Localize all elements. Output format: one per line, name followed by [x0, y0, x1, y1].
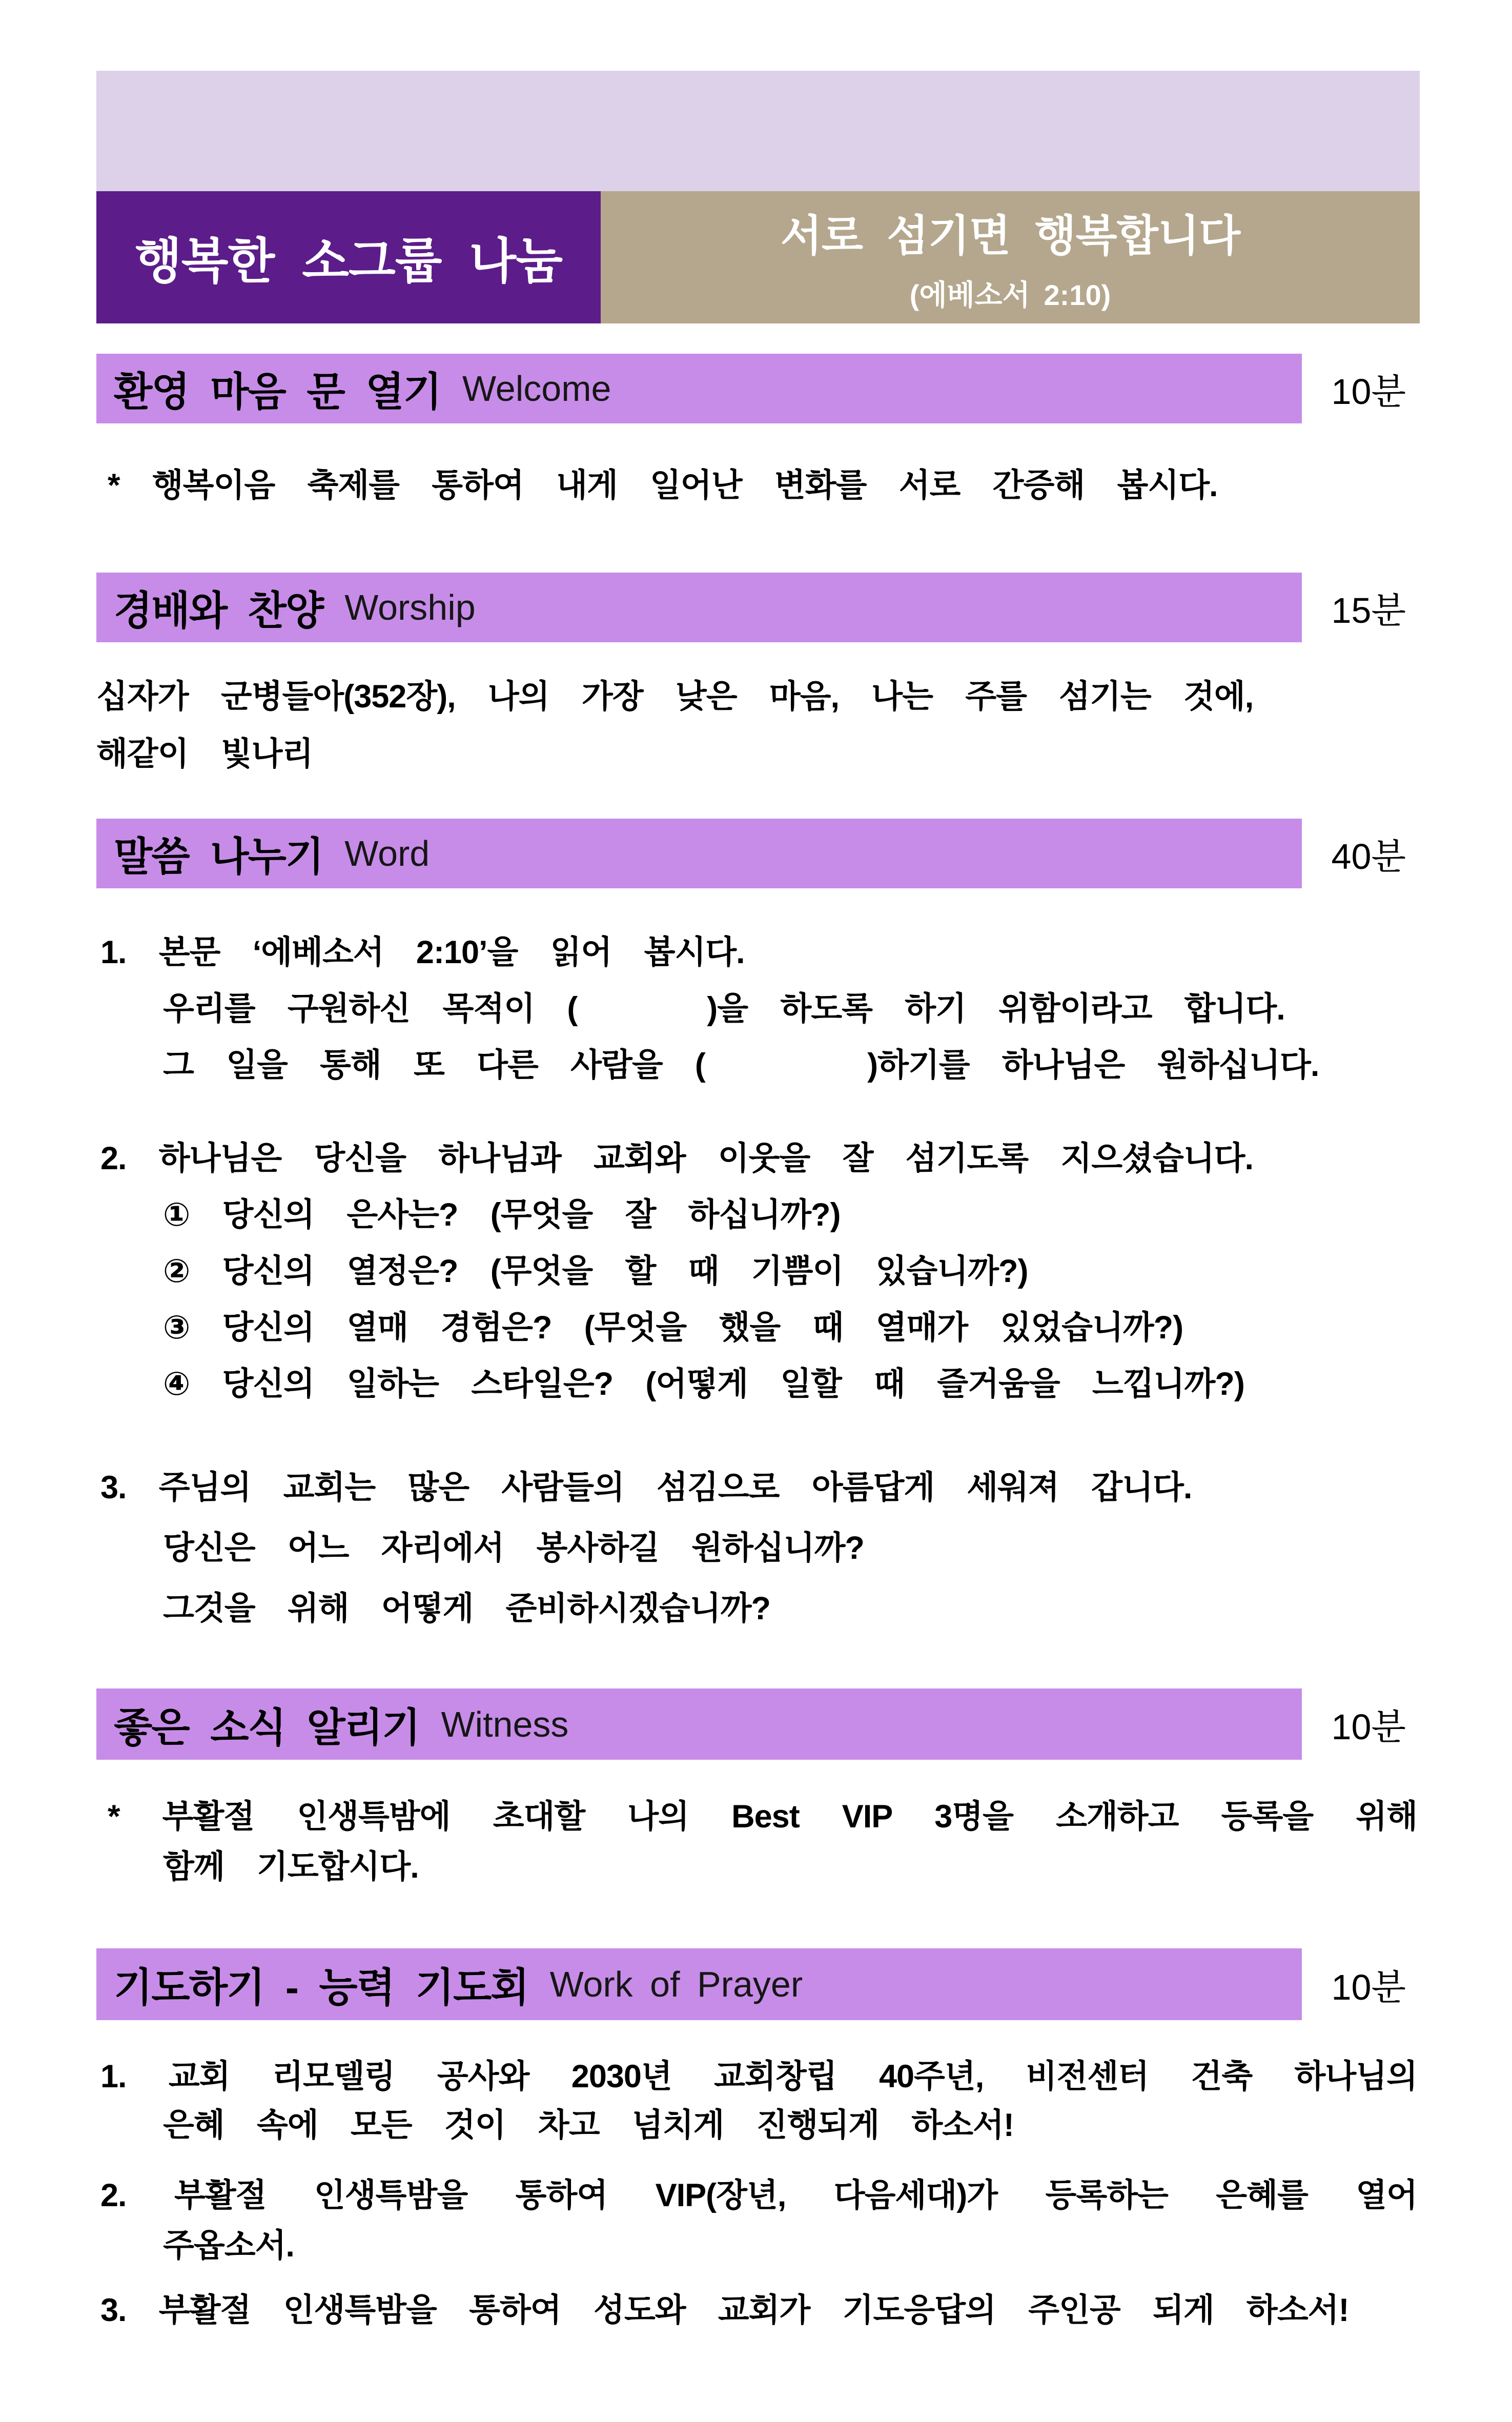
section-witness-body: [96, 1792, 1417, 1892]
top-lavender-band: [96, 71, 1420, 191]
prayer-item-1: [96, 2052, 1417, 2150]
word-item-2: [96, 1130, 1417, 1412]
section-title-en: Welcome: [462, 369, 611, 409]
body-line: ③ 당신의 열매 경험은? (무엇을 했을 때 열매가 있었습니까?): [163, 1310, 1183, 1346]
section-welcome-header: [96, 354, 1417, 423]
section-title-en: Work of Prayer: [549, 1964, 803, 2004]
section-bar-witness: [96, 1688, 1302, 1760]
body-line: 해같이 빛나리: [96, 736, 313, 772]
body-line: ④ 당신의 일하는 스타일은? (어떻게 일할 때 즐거움을 느낍니까?): [163, 1366, 1244, 1402]
section-duration: 10분: [1331, 1967, 1406, 2007]
section-title-ko: 환영 마음 문 열기: [114, 369, 441, 414]
section-duration: 15분: [1331, 590, 1406, 630]
section-title-ko: 좋은 소식 알리기: [114, 1704, 420, 1750]
verse-block: [601, 191, 1420, 323]
body-line: 1. 교회 리모델링 공사와 2030년 교회창립 40주년, 비전센터 건축 하나님의: [100, 2059, 1417, 2094]
body-line: 그 일을 통해 또 다른 사람을 ( )하기를 하나님은 원하십니다.: [163, 1047, 1319, 1083]
section-prayer-header: [96, 1948, 1417, 2020]
body-line: 2. 하나님은 당신을 하나님과 교회와 이웃을 잘 섬기도록 지으셨습니다.: [100, 1141, 1254, 1176]
section-title-ko: 기도하기 - 능력 기도회: [114, 1965, 528, 2010]
word-item-3: [96, 1457, 1417, 1639]
body-line: ② 당신의 열정은? (무엇을 할 때 기쁨이 있습니까?): [163, 1253, 1028, 1289]
body-line: 1. 본문 ‘에베소서 2:10’을 읽어 봅시다.: [100, 934, 745, 970]
section-title-en: Worship: [344, 587, 476, 627]
section-duration: 10분: [1331, 1707, 1406, 1747]
prayer-item-3: [96, 2285, 1417, 2335]
section-bar-prayer: [96, 1948, 1302, 2020]
section-duration: 40분: [1331, 836, 1406, 877]
section-title-en: Witness: [441, 1704, 569, 1744]
section-title-ko: 경배와 찬양: [114, 588, 323, 633]
section-word-header: [96, 819, 1417, 888]
section-witness-header: [96, 1688, 1417, 1760]
section-bar-worship: [96, 573, 1302, 642]
body-line: 3. 주님의 교회는 많은 사람들의 섬김으로 아름답게 세워져 갑니다.: [100, 1470, 1192, 1505]
body-line: * 행복이음 축제를 통하여 내게 일어난 변화를 서로 간증해 봅시다.: [108, 467, 1218, 503]
body-line: 십자가 군병들아(352장), 나의 가장 낮은 마음, 나는 주를 섬기는 것에,: [96, 679, 1254, 715]
section-worship-body: [96, 668, 1417, 783]
document-title: 행복한 소그룹 나눔: [135, 234, 562, 289]
body-line: 당신은 어느 자리에서 봉사하길 원하십니까?: [163, 1530, 864, 1566]
brand-block: [96, 191, 601, 323]
body-line: * 부활절 인생특밤에 초대할 나의 Best VIP 3명을 소개하고 등록을 위해: [108, 1799, 1417, 1835]
body-line: ① 당신의 은사는? (무엇을 잘 하십니까?): [163, 1197, 841, 1233]
document-header: [96, 191, 1420, 323]
word-item-1: [96, 924, 1417, 1093]
section-bar-word: [96, 819, 1302, 888]
body-line: 함께 기도합시다.: [163, 1849, 419, 1885]
body-line: 주옵소서.: [163, 2228, 294, 2264]
section-welcome-body: [96, 457, 1417, 514]
section-duration: 10분: [1331, 371, 1406, 412]
section-word-body: [96, 924, 1417, 1639]
verse-headline: 서로 섬기면 행복합니다: [780, 211, 1240, 260]
verse-reference: (에베소서 2:10): [909, 278, 1111, 311]
section-title-en: Word: [344, 833, 430, 873]
body-line: 우리를 구원하신 목적이 ( )을 하도록 하기 위함이라고 합니다.: [163, 991, 1285, 1027]
body-line: 3. 부활절 인생특밤을 통하여 성도와 교회가 기도응답의 주인공 되게 하소서!: [100, 2292, 1349, 2328]
body-line: 은혜 속에 모든 것이 차고 넘치게 진행되게 하소서!: [163, 2107, 1014, 2143]
section-worship-header: [96, 573, 1417, 642]
prayer-item-2: [96, 2170, 1417, 2271]
section-prayer-body: [96, 2052, 1417, 2335]
section-bar-welcome: [96, 354, 1302, 423]
body-line: 그것을 위해 어떻게 준비하시겠습니까?: [163, 1591, 770, 1626]
body-line: 2. 부활절 인생특밤을 통하여 VIP(장년, 다음세대)가 등록하는 은혜를 열어: [100, 2177, 1417, 2213]
section-title-ko: 말씀 나누기: [114, 834, 323, 879]
